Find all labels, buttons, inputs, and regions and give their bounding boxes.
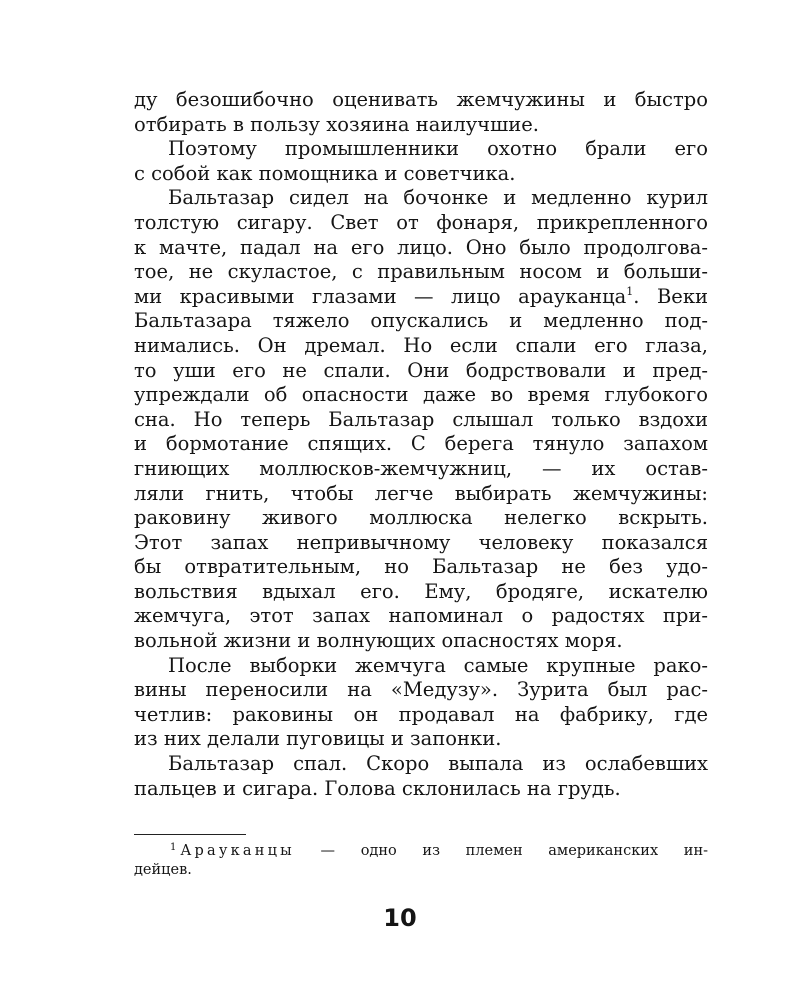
footnote-text: — одно из племен американских ин-	[320, 843, 709, 859]
text-line-with-footnote	[134, 285, 708, 310]
text-line: раковину живого моллюска нелегко вскрыть.	[134, 506, 708, 530]
text-line: упреждали об опасности даже во время глубокого	[134, 383, 708, 407]
text-line: Этот запах непривычному человеку показался	[134, 530, 708, 554]
text-line: гниющих моллюсков-жемчужниц, — их остав-	[134, 456, 708, 480]
footnote-line: дейцев.	[134, 862, 192, 878]
text-line: толстую сигару. Свет от фонаря, прикрепленного	[134, 210, 708, 234]
body-text	[134, 88, 708, 801]
text-line: Бальтазара тяжело опускались и медленно под-	[134, 309, 708, 333]
footnote	[134, 842, 708, 880]
text-line: тое, не скуластое, с правильным носом и больши-	[134, 260, 708, 284]
footnote-number: 1	[170, 842, 177, 853]
text-line: вольной жизни и волнующих опасностях моря.	[134, 629, 623, 653]
text-line: отбирать в пользу хозяина наилучшие.	[134, 112, 539, 136]
text-fragment: ми красивыми глазами — лицо арауканца	[134, 284, 627, 308]
text-line: вины переносили на «Медузу». Зурита был рас-	[134, 678, 708, 702]
footnote-reference[interactable]: 1	[626, 284, 634, 298]
text-line: нимались. Он дремал. Но если спали его глаза,	[134, 333, 708, 357]
text-line: ляли гнить, чтобы легче выбирать жемчужины:	[134, 481, 708, 505]
text-line: бы отвратительным, но Бальтазар не без удо-	[134, 555, 708, 579]
footnote-term: Арауканцы	[180, 843, 295, 859]
text-line: После выборки жемчуга самые крупные рако-	[168, 653, 708, 677]
text-line: четлив: раковины он продавал на фабрику, где	[134, 702, 708, 726]
text-line: из них делали пуговицы и запонки.	[134, 727, 502, 751]
text-line: сна. Но теперь Бальтазар слышал только вздохи	[134, 407, 708, 431]
text-line: вольствия вдыхал его. Ему, бродяге, искателю	[134, 579, 708, 603]
footnote-line	[134, 842, 708, 861]
footnote-divider	[134, 834, 246, 835]
text-line: с собой как помощника и советчика.	[134, 161, 516, 185]
text-line: и бормотание спящих. С берега тянуло запахом	[134, 432, 708, 456]
text-line: Бальтазар спал. Скоро выпала из ослабевших	[168, 752, 708, 776]
page-number: 10	[383, 904, 417, 932]
text-line: то уши его не спали. Они бодрствовали и пред-	[134, 358, 708, 382]
text-line: к мачте, падал на его лицо. Оно было продолговa-	[134, 235, 708, 259]
text-fragment: . Веки	[633, 284, 708, 308]
text-line: ду безошибочно оценивать жемчужины и быстро	[134, 88, 708, 111]
text-line: пальцев и сигара. Голова склонилась на грудь.	[134, 776, 621, 800]
text-line: жемчуга, этот запах напоминал о радостях при-	[134, 604, 708, 628]
text-line: Бальтазар сидел на бочонке и медленно курил	[168, 186, 708, 210]
text-line: Поэтому промышленники охотно брали его	[168, 137, 708, 161]
